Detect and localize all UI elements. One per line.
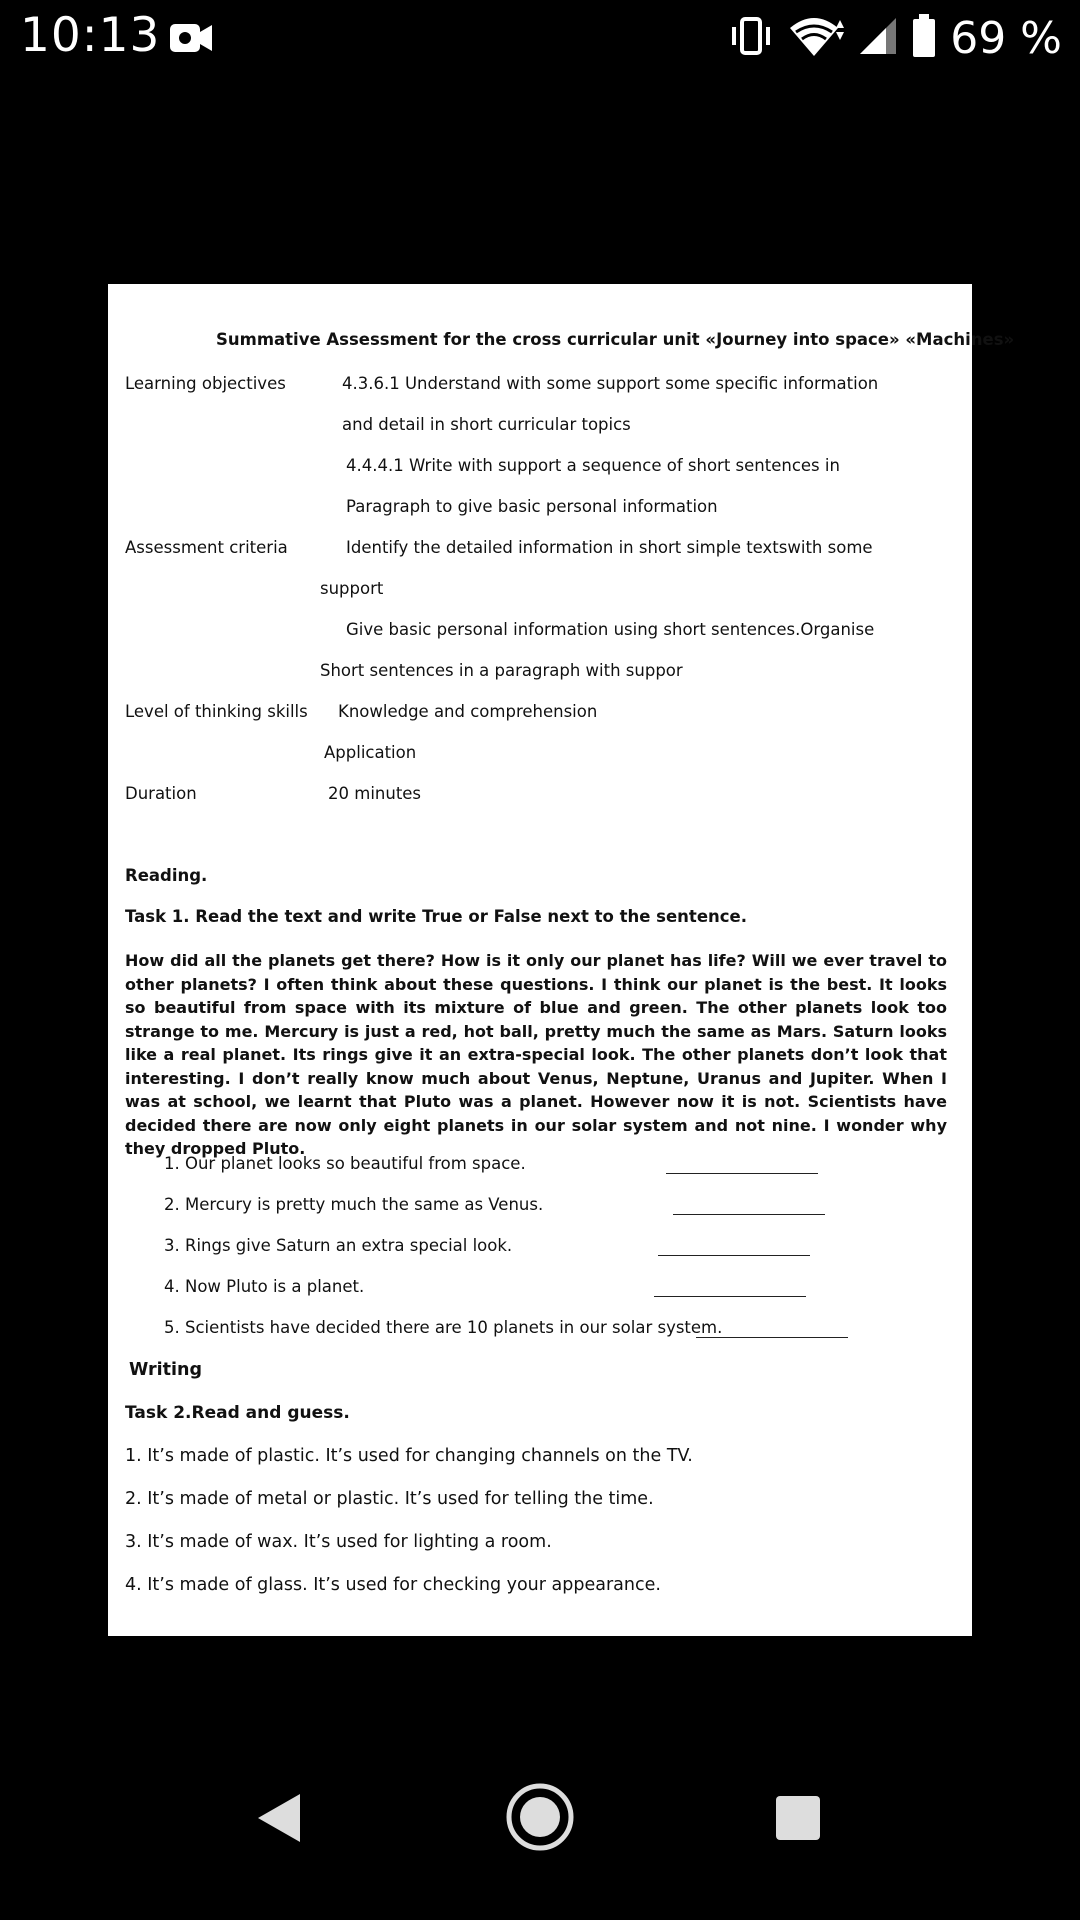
duration-value: 20 minutes <box>328 784 422 803</box>
task1-heading: Task 1. Read the text and write True or False next to the sentence. <box>125 907 747 926</box>
home-icon[interactable] <box>505 1782 575 1857</box>
battery-percent: 69 % <box>950 12 1062 64</box>
assessment-criteria-text: support <box>320 579 384 598</box>
learning-objective-text: 4.3.6.1 Understand with some support some specific information <box>342 374 879 393</box>
statement-item: 3. Rings give Saturn an extra special look. <box>164 1236 513 1255</box>
video-camera-icon <box>168 20 216 61</box>
vibrate-icon <box>728 15 774 62</box>
answer-blank[interactable] <box>658 1255 810 1256</box>
assessment-criteria-text: Give basic personal information using short sentences.Organise <box>346 620 875 639</box>
wifi-icon <box>788 14 844 63</box>
riddle-item: 2. It’s made of metal or plastic. It’s used for telling the time. <box>125 1489 654 1509</box>
writing-heading: Writing <box>129 1360 202 1380</box>
riddle-item: 1. It’s made of plastic. It’s used for changing channels on the TV. <box>125 1446 693 1466</box>
statement-item: 4. Now Pluto is a planet. <box>164 1277 365 1296</box>
statement-item: 5. Scientists have decided there are 10 planets in our solar system. <box>164 1318 723 1337</box>
task2-heading: Task 2.Read and guess. <box>125 1403 350 1423</box>
thinking-skills-text: Knowledge and comprehension <box>338 702 598 721</box>
clock: 10:13 <box>20 8 161 63</box>
answer-blank[interactable] <box>696 1337 848 1338</box>
riddle-item: 4. It’s made of glass. It’s used for checking your appearance. <box>125 1575 661 1595</box>
statement-item: 2. Mercury is pretty much the same as Venus. <box>164 1195 544 1214</box>
answer-blank[interactable] <box>666 1173 818 1174</box>
reading-passage: How did all the planets get there? How is it only our planet has life? Will we ever travel to other planets? I often think about these questions. I think our planet is the best. It looks so beautiful from space with its mixture of blue and green. The other planets look too strange to me. Mercury is just a red, hot ball, pretty much the same as Mars. Saturn looks like a real planet. Its rings give it an extra-special look. The other planets don’t look that interesting. I don’t really know much about Venus, Neptune, Uranus and Jupiter. When I was at school, we learnt that Pluto was a planet. However now it is not. Scientists have decided there are now only eight planets in our solar system and not nine. I wonder why they dropped Pluto. <box>125 951 947 1158</box>
thinking-skills-text: Application <box>324 743 417 762</box>
document-title: Summative Assessment for the cross curricular unit «Journey into space» «Machines» <box>216 330 1015 349</box>
cell-signal-icon <box>858 16 898 61</box>
assessment-criteria-text: Short sentences in a paragraph with suppor <box>320 661 683 680</box>
assessment-criteria-label: Assessment criteria <box>125 538 288 557</box>
assessment-criteria-text: Identify the detailed information in short simple textswith some <box>346 538 873 557</box>
duration-label: Duration <box>125 784 197 803</box>
navigation-bar <box>0 1760 1080 1920</box>
learning-objectives-label: Learning objectives <box>125 374 286 393</box>
answer-blank[interactable] <box>654 1296 806 1297</box>
document-page <box>108 284 1015 1636</box>
battery-icon <box>912 14 936 63</box>
riddle-item: 3. It’s made of wax. It’s used for lighting a room. <box>125 1532 552 1552</box>
recent-apps-icon[interactable] <box>774 1794 822 1847</box>
status-bar <box>0 0 1080 76</box>
learning-objective-text: Paragraph to give basic personal information <box>346 497 718 516</box>
thinking-skills-label: Level of thinking skills <box>125 702 308 721</box>
answer-blank[interactable] <box>673 1214 825 1215</box>
learning-objective-text: 4.4.4.1 Write with support a sequence of short sentences in <box>346 456 840 475</box>
reading-heading: Reading. <box>125 866 208 885</box>
back-icon[interactable] <box>254 1790 304 1851</box>
statement-item: 1. Our planet looks so beautiful from space. <box>164 1154 526 1173</box>
learning-objective-text: and detail in short curricular topics <box>342 415 631 434</box>
